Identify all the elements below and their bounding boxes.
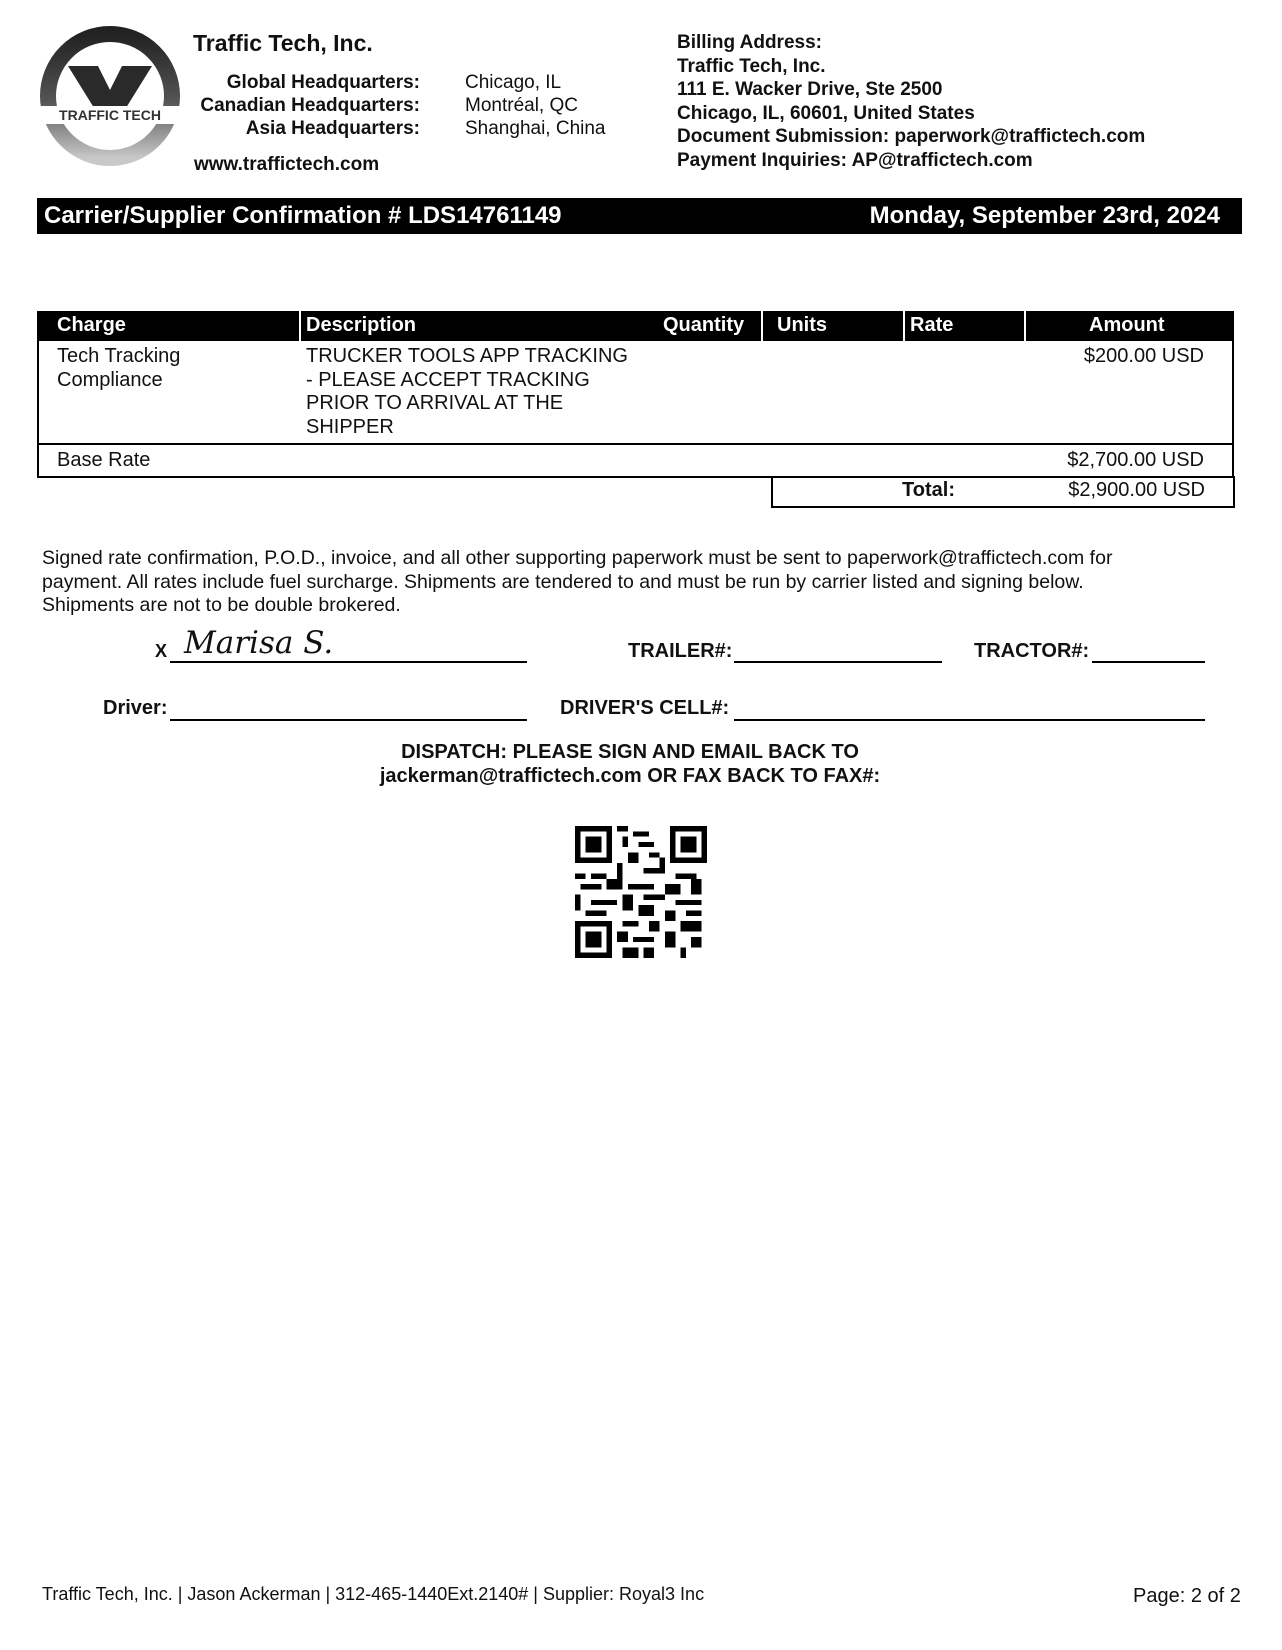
confirmation-date: Monday, September 23rd, 2024: [869, 202, 1220, 229]
document-submission-email[interactable]: Document Submission: paperwork@traffictech.com: [677, 126, 1146, 147]
qr-code: [575, 826, 707, 958]
table-row: [37, 341, 1234, 445]
charge-cell: Base Rate: [57, 449, 151, 471]
billing-company: Traffic Tech, Inc.: [677, 55, 826, 77]
billing-city: Chicago, IL, 60601, United States: [677, 102, 975, 124]
hq-city: Shanghai, China: [465, 118, 606, 139]
table-row: [37, 445, 1234, 478]
table-header: [37, 311, 1234, 341]
hq-city: Chicago, IL: [465, 72, 562, 93]
description-line: - PLEASE ACCEPT TRACKING: [306, 368, 590, 391]
terms-line: Signed rate confirmation, P.O.D., invoice, and all other supporting paperwork must be sent to paperwork@traffictech.com for: [42, 547, 1113, 569]
trailer-field[interactable]: [734, 661, 942, 663]
terms-paragraph: [42, 547, 1222, 618]
payment-inquiries-email[interactable]: Payment Inquiries: AP@traffictech.com: [677, 149, 1033, 171]
amount-cell: $2,700.00 USD: [1067, 449, 1204, 471]
hq-city: Montréal, QC: [465, 95, 578, 116]
confirmation-number: Carrier/Supplier Confirmation # LDS14761149: [44, 202, 562, 229]
description-line: PRIOR TO ARRIVAL AT THE: [306, 392, 564, 414]
dispatch-line: jackerman@traffictech.com OR FAX BACK TO FAX#:: [379, 765, 881, 787]
column-header-amount: Amount: [1089, 314, 1165, 336]
logo-text: TRAFFIC TECH: [59, 107, 161, 123]
column-header-charge: Charge: [57, 314, 126, 336]
signature-line[interactable]: [170, 661, 527, 663]
charge-line: Compliance: [57, 368, 163, 391]
hq-row-canadian: [150, 95, 620, 119]
total-label: Total:: [902, 479, 955, 501]
website-link[interactable]: www.traffictech.com: [194, 154, 380, 175]
signature-image: [180, 621, 360, 663]
dispatch-instructions: [330, 740, 930, 788]
description-line: TRUCKER TOOLS APP TRACKING: [306, 345, 628, 367]
amount-cell: $200.00 USD: [1083, 345, 1204, 367]
billing-heading: Billing Address:: [677, 32, 822, 53]
billing-street: 111 E. Wacker Drive, Ste 2500: [677, 79, 943, 100]
signature-x-label: X: [155, 641, 168, 661]
footer-contact: Traffic Tech, Inc. | Jason Ackerman | 312-465-1440Ext.2140# | Supplier: Royal3 Inc: [42, 1584, 705, 1604]
trailer-label: TRAILER#:: [628, 640, 733, 662]
column-header-rate: Rate: [910, 314, 954, 336]
charge-line: Tech Tracking: [57, 345, 181, 367]
hq-row-asia: [150, 118, 620, 142]
svg-text:Marisa S.: Marisa S.: [184, 625, 334, 661]
column-header-description: Description: [306, 314, 417, 336]
hq-row-global: [150, 72, 620, 96]
total-amount: $2,900.00 USD: [1068, 479, 1205, 501]
hq-label: Canadian Headquarters:: [200, 95, 420, 116]
hq-label: Asia Headquarters:: [245, 118, 420, 139]
tractor-field[interactable]: [1092, 661, 1205, 663]
tractor-label: TRACTOR#:: [974, 640, 1090, 662]
charges-table: [37, 311, 1234, 478]
column-header-units: Units: [777, 314, 827, 336]
description-cell: [306, 345, 628, 439]
charge-cell: [57, 345, 180, 392]
column-header-quantity: Quantity: [663, 314, 745, 336]
driver-cell-label: DRIVER'S CELL#:: [560, 697, 730, 719]
driver-label: Driver:: [103, 697, 168, 719]
driver-cell-field[interactable]: [734, 719, 1205, 721]
page-number: Page: 2 of 2: [1133, 1585, 1241, 1607]
description-line: SHIPPER: [306, 415, 394, 438]
confirmation-banner: [37, 198, 1242, 234]
company-name: Traffic Tech, Inc.: [193, 30, 373, 56]
terms-line: payment. All rates include fuel surcharge. Shipments are tendered to and must be run by carrier listed and signing below.: [42, 570, 1084, 593]
dispatch-line: DISPATCH: PLEASE SIGN AND EMAIL BACK TO: [401, 741, 859, 763]
billing-address: [677, 31, 1145, 172]
hq-label: Global Headquarters:: [226, 72, 420, 93]
terms-line: Shipments are not to be double brokered.: [42, 594, 401, 616]
driver-field[interactable]: [170, 719, 527, 721]
total-box: [771, 476, 1235, 508]
